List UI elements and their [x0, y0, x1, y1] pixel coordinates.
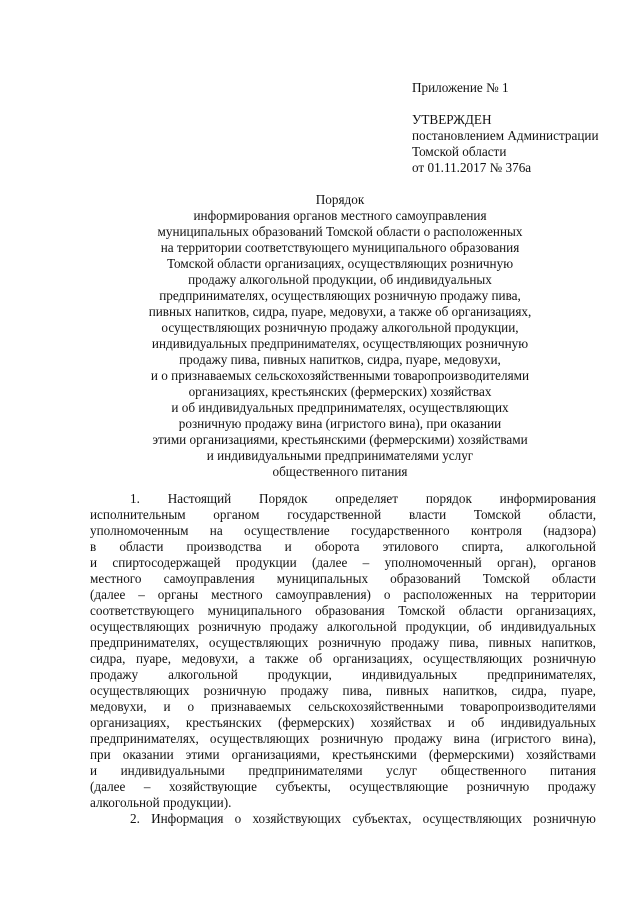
- word: Томской: [398, 603, 446, 618]
- word: –: [362, 555, 370, 570]
- word: продажу: [269, 619, 319, 634]
- word: напитков,: [442, 683, 498, 698]
- word: спиртосодержащей: [112, 555, 221, 570]
- word: осуществляющих: [423, 651, 523, 666]
- word: осуществление: [244, 523, 330, 538]
- title-line: общественного питания: [272, 464, 408, 479]
- word: самоуправления: [163, 571, 255, 586]
- word: розничную: [203, 683, 267, 698]
- word: Порядок: [258, 491, 308, 506]
- word: и: [284, 539, 292, 554]
- word: власти: [408, 507, 447, 522]
- body-line: [90, 603, 596, 619]
- word: (далее: [90, 587, 126, 602]
- word: продажу: [280, 683, 329, 698]
- title-line: этими организациями, крестьянскими (фермерскими) хозяйствами: [152, 432, 528, 447]
- title-line: продажу пива, пивных напитков, сидра, пуаре, медовухи,: [179, 352, 501, 367]
- word: уполномоченным: [90, 523, 189, 538]
- word: Настоящий: [167, 491, 232, 506]
- title-line: и индивидуальными предпринимателями услуг: [206, 448, 474, 463]
- word: образования: [315, 603, 385, 618]
- word: в: [90, 539, 97, 554]
- word: (надзора): [543, 523, 596, 538]
- document-title: [70, 192, 610, 480]
- approved-label: УТВЕРЖДЕН: [412, 112, 492, 127]
- word: предпринимателях,: [90, 731, 199, 746]
- word: контроля: [470, 523, 522, 538]
- title-line: Порядок: [315, 192, 365, 207]
- approval-date: от 01.11.2017 № 376а: [412, 160, 532, 175]
- word: –: [138, 587, 145, 602]
- word: сидра,: [90, 651, 126, 666]
- word: орган),: [497, 555, 537, 570]
- body-line: [90, 555, 596, 571]
- body-line: [90, 587, 596, 603]
- word: местного: [211, 587, 263, 602]
- word: (далее: [311, 555, 348, 570]
- title-line: и об индивидуальных предпринимателях, осуществляющих: [171, 400, 509, 415]
- document-body: [90, 491, 596, 827]
- word: питания: [549, 763, 596, 778]
- body-line: [90, 507, 596, 523]
- body-line: [90, 539, 596, 555]
- word: области: [458, 603, 503, 618]
- word: 1.: [130, 491, 140, 506]
- word: о: [234, 811, 242, 826]
- word: индивидуальными: [120, 763, 225, 778]
- word: уполномоченный: [384, 555, 482, 570]
- body-line: [90, 619, 596, 635]
- word: и: [90, 763, 98, 778]
- body-line: [90, 747, 596, 763]
- body-line: [90, 651, 596, 667]
- approval-block: [412, 80, 599, 176]
- word: продукции: [235, 555, 297, 570]
- approval-line: Томской области: [412, 144, 507, 159]
- word: осуществляющих: [208, 635, 309, 650]
- word: местного: [90, 571, 142, 586]
- body-line: [90, 811, 596, 827]
- title-line: муниципальных образований Томской области о расположенных: [157, 224, 523, 239]
- word: муниципальных: [276, 571, 369, 586]
- word: –: [143, 779, 151, 794]
- word: исполнительным: [90, 507, 186, 522]
- word: органом: [213, 507, 260, 522]
- word: государственной: [287, 507, 382, 522]
- word: оборота: [314, 539, 360, 554]
- word: предпринимателях,: [487, 667, 596, 682]
- word: (далее: [90, 779, 126, 794]
- word: Томской: [482, 571, 530, 586]
- word: территории: [531, 587, 596, 602]
- word: алкогольной: [326, 619, 397, 634]
- body-line: [90, 683, 596, 699]
- word: осуществляющих: [90, 683, 190, 698]
- title-line: на территории соответствующего муниципального образования: [160, 240, 520, 255]
- word: вина: [453, 731, 480, 746]
- word: осуществляющие: [349, 779, 449, 794]
- word: организациях,: [516, 603, 596, 618]
- word: спирта,: [461, 539, 504, 554]
- body-line: [90, 731, 596, 747]
- title-line: продажу алкогольной продукции, об индивидуальных: [188, 272, 492, 287]
- title-line: предпринимателях, осуществляющих розничную продажу пива,: [159, 288, 521, 303]
- word: признаваемых: [210, 699, 292, 714]
- word: на: [209, 523, 223, 538]
- word: порядок: [425, 491, 472, 506]
- body-line: [90, 699, 596, 715]
- body-line: [90, 571, 596, 587]
- word: общественного: [440, 763, 527, 778]
- word: хозяйствующие: [169, 779, 257, 794]
- word: розничную: [466, 779, 530, 794]
- body-line: [90, 763, 596, 779]
- word: субъектах,: [352, 811, 412, 826]
- body-line: алкогольной продукции).: [90, 795, 232, 810]
- body-line: [90, 491, 596, 507]
- word: пивных: [488, 635, 532, 650]
- word: 2.: [130, 811, 140, 826]
- word: продажу: [547, 779, 596, 794]
- word: организациях,: [90, 715, 170, 730]
- word: этими: [185, 747, 220, 762]
- word: пива,: [342, 683, 372, 698]
- word: Томской: [473, 507, 521, 522]
- word: вина),: [562, 731, 596, 746]
- word: при: [90, 747, 111, 762]
- word: хозяйствами: [525, 747, 596, 762]
- body-line: [90, 715, 596, 731]
- word: осуществляющих: [422, 811, 523, 826]
- word: и: [163, 699, 171, 714]
- title-line: розничную продажу вина (игристого вина), при оказании: [178, 416, 502, 431]
- word: самоуправления): [275, 587, 371, 602]
- word: информирования: [499, 491, 596, 506]
- word: оказании: [122, 747, 174, 762]
- word: услуг: [386, 763, 418, 778]
- word: и: [90, 555, 98, 570]
- word: хозяйствующих: [252, 811, 342, 826]
- title-line: информирования органов местного самоуправления: [193, 208, 487, 223]
- appendix-label: Приложение № 1: [412, 80, 509, 95]
- word: индивидуальных: [361, 667, 458, 682]
- word: осуществляющих: [90, 619, 190, 634]
- word: розничную: [198, 619, 262, 634]
- word: продукции,: [267, 667, 332, 682]
- word: сельскохозяйственными: [308, 699, 444, 714]
- word: крестьянских: [185, 715, 262, 730]
- word: и: [447, 715, 455, 730]
- word: Информация: [151, 811, 224, 826]
- word: об: [471, 715, 485, 730]
- word: продажу: [90, 667, 139, 682]
- word: алкогольной: [526, 539, 596, 554]
- word: определяет: [335, 491, 399, 506]
- word: розничную: [533, 651, 596, 666]
- title-line: организациях, крестьянских (фермерских) хозяйствах: [188, 384, 492, 399]
- word: органы: [157, 587, 199, 602]
- word: образований: [390, 571, 461, 586]
- title-line: пивных напитков, сидра, пуаре, медовухи, а также об организациях,: [148, 304, 532, 319]
- word: области,: [548, 507, 596, 522]
- word: пуаре,: [135, 651, 172, 666]
- word: организациях,: [332, 651, 413, 666]
- body-line: [90, 523, 596, 539]
- word: розничную: [318, 635, 382, 650]
- word: этилового: [382, 539, 439, 554]
- word: (игристого: [490, 731, 552, 746]
- word: пивных: [385, 683, 429, 698]
- word: розничную: [320, 731, 384, 746]
- word: продажу: [391, 635, 440, 650]
- word: продажу: [394, 731, 443, 746]
- word: о: [383, 587, 391, 602]
- word: о: [187, 699, 195, 714]
- word: об: [478, 619, 492, 634]
- word: области: [119, 539, 164, 554]
- word: продукции,: [405, 619, 470, 634]
- word: медовухи,: [181, 651, 239, 666]
- word: крестьянскими: [332, 747, 417, 762]
- word: муниципального: [207, 603, 302, 618]
- word: субъекты,: [275, 779, 331, 794]
- word: индивидуальных: [500, 715, 596, 730]
- word: об: [308, 651, 323, 666]
- title-line: осуществляющих розничную продажу алкогольной продукции,: [161, 320, 519, 335]
- word: производства: [186, 539, 262, 554]
- word: напитков,: [541, 635, 596, 650]
- word: предпринимателях,: [90, 635, 199, 650]
- word: также: [265, 651, 299, 666]
- word: алкогольной: [168, 667, 238, 682]
- approval-line: постановлением Администрации: [412, 128, 599, 143]
- word: медовухи,: [90, 699, 147, 714]
- word: хозяйствах: [370, 715, 432, 730]
- word: органов: [551, 555, 596, 570]
- title-line: Томской области организациях, осуществляющих розничную: [166, 256, 514, 271]
- word: товаропроизводителями: [460, 699, 596, 714]
- word: индивидуальных: [500, 619, 596, 634]
- word: а: [248, 651, 255, 666]
- word: сидра,: [511, 683, 547, 698]
- word: осуществляющих: [209, 731, 310, 746]
- title-line: и о признаваемых сельскохозяйственными товаропроизводителями: [150, 368, 530, 383]
- word: государственного: [350, 523, 450, 538]
- word: расположенных: [403, 587, 493, 602]
- body-line: [90, 635, 596, 651]
- word: организациями,: [231, 747, 321, 762]
- word: (фермерских): [277, 715, 355, 730]
- word: (фермерскими): [428, 747, 514, 762]
- word: на: [505, 587, 519, 602]
- word: пива,: [449, 635, 479, 650]
- word: розничную: [533, 811, 596, 826]
- word: области: [551, 571, 596, 586]
- word: пуаре,: [560, 683, 596, 698]
- word: соответствующего: [90, 603, 195, 618]
- title-line: индивидуальных предпринимателях, осуществляющих розничную: [151, 336, 529, 351]
- body-line: [90, 779, 596, 795]
- word: предпринимателями: [248, 763, 363, 778]
- body-line: [90, 667, 596, 683]
